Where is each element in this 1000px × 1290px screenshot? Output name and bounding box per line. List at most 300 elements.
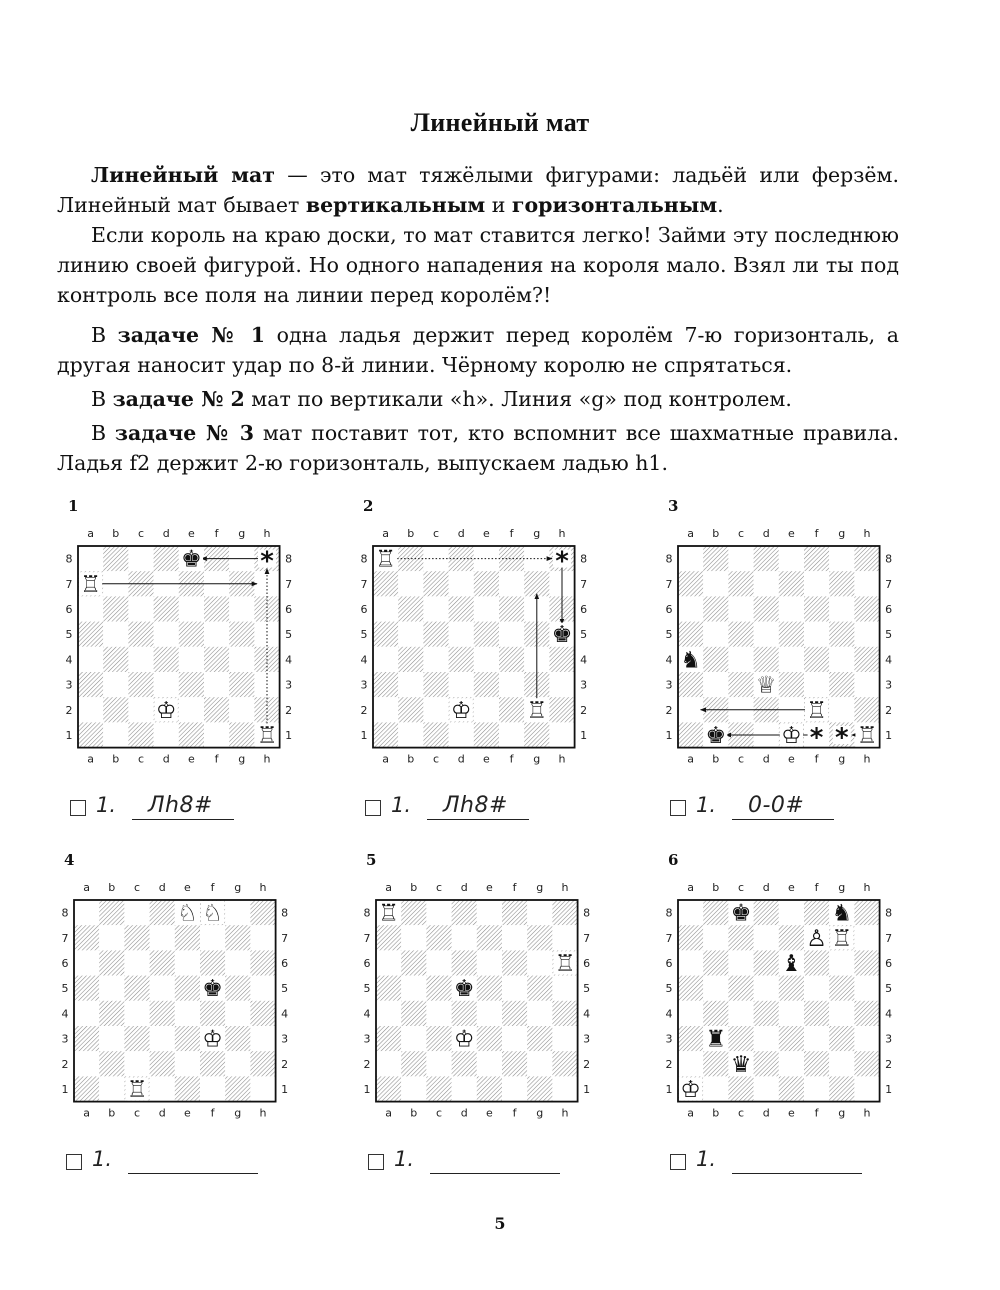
square-e7 (477, 925, 502, 950)
square-c5 (728, 622, 753, 647)
square-f2 (502, 1051, 527, 1076)
file-label: f (509, 527, 514, 540)
square-b5 (99, 976, 124, 1001)
square-d7 (452, 925, 477, 950)
rank-label: 2 (363, 1057, 371, 1071)
square-h8 (854, 546, 879, 571)
checkbox[interactable] (70, 800, 86, 816)
square-g2 (229, 697, 254, 722)
rank-label: 4 (61, 1007, 69, 1021)
rank-label: 3 (65, 678, 73, 692)
square-h1 (549, 722, 574, 747)
square-e5 (175, 976, 200, 1001)
rank-label: 3 (583, 1032, 591, 1046)
square-a4 (74, 1001, 99, 1026)
rank-label: 2 (281, 1057, 289, 1071)
square-b4 (401, 1001, 426, 1026)
answer-line[interactable] (732, 819, 834, 820)
rank-label: 7 (580, 577, 588, 591)
file-label: a (83, 881, 90, 894)
rank-label: 3 (580, 678, 588, 692)
square-h4 (549, 647, 574, 672)
black-bishop-icon: ♝ (781, 951, 802, 977)
square-f2 (204, 697, 229, 722)
answer-move: Лh8# (148, 793, 213, 818)
square-a6 (678, 596, 703, 621)
answer-line[interactable] (430, 1173, 560, 1174)
rank-label: 8 (285, 552, 293, 566)
file-label: c (737, 752, 745, 766)
square-d4 (449, 647, 474, 672)
square-b1 (401, 1076, 426, 1101)
rank-label: 4 (665, 1007, 673, 1021)
square-f6 (200, 950, 225, 975)
file-label: d (460, 1106, 468, 1120)
square-b3 (703, 672, 728, 697)
square-f1 (804, 1076, 829, 1101)
rank-label: 4 (580, 653, 588, 667)
rank-label: 1 (885, 729, 893, 742)
checkbox[interactable] (365, 800, 381, 816)
square-c1 (728, 1076, 753, 1101)
square-a7 (74, 925, 99, 950)
square-c4 (124, 1001, 149, 1026)
rank-label: 3 (885, 1032, 893, 1046)
rank-label: 1 (665, 1083, 673, 1096)
file-label: h (558, 527, 566, 540)
rank-label: 3 (885, 678, 893, 692)
square-b2 (401, 1051, 426, 1076)
paragraph-edge: Если король на краю доски, то мат ставится легко! Займи эту последнюю линию своей фигурой. Но одного нападения на короля мало. Взял ли ты под контроль все поля на линии перед королём?! (57, 223, 899, 307)
square-e2 (779, 1051, 804, 1076)
square-d6 (754, 596, 779, 621)
file-label: g (838, 1106, 846, 1120)
file-label: b (112, 527, 120, 540)
square-b8 (703, 546, 728, 571)
rank-label: 8 (580, 552, 588, 566)
file-label: c (133, 1106, 141, 1120)
answer-move: Лh8# (443, 793, 508, 818)
rank-label: 5 (665, 982, 673, 996)
file-label: b (712, 527, 720, 540)
rank-label: 7 (583, 931, 591, 945)
square-f6 (499, 596, 524, 621)
square-d8 (452, 900, 477, 925)
chess-diagram (662, 497, 902, 777)
square-g5 (527, 976, 552, 1001)
checkbox[interactable] (66, 1154, 82, 1170)
square-g3 (829, 1026, 854, 1051)
rank-label: 5 (61, 982, 69, 996)
paragraph-task3 (57, 418, 899, 478)
answer-row (670, 793, 920, 825)
square-d1 (449, 722, 474, 747)
square-d4 (154, 647, 179, 672)
square-a2 (373, 697, 398, 722)
paragraph-task2 (57, 384, 899, 414)
file-label: h (561, 1106, 569, 1120)
square-c3 (426, 1026, 451, 1051)
file-label: d (762, 1106, 770, 1120)
white-rook-icon: ♖ (856, 723, 878, 749)
rank-label: 1 (363, 1083, 371, 1096)
square-g6 (829, 950, 854, 975)
answer-line[interactable] (732, 1173, 862, 1174)
square-a8 (74, 900, 99, 925)
square-f4 (804, 647, 829, 672)
square-f3 (204, 672, 229, 697)
square-e2 (175, 1051, 200, 1076)
file-label: h (263, 527, 271, 540)
file-label: e (188, 752, 195, 766)
square-b6 (398, 596, 423, 621)
square-c6 (728, 596, 753, 621)
square-a5 (78, 622, 103, 647)
square-e8 (477, 900, 502, 925)
file-label: h (561, 881, 569, 894)
white-rook-icon: ♖ (526, 697, 548, 724)
rank-label: 7 (665, 577, 673, 591)
square-d3 (150, 1026, 175, 1051)
rank-label: 2 (885, 1057, 893, 1071)
file-label: d (460, 881, 468, 894)
file-label: a (87, 752, 94, 766)
square-b8 (103, 546, 128, 571)
rank-label: 1 (61, 1083, 69, 1096)
rank-label: 7 (65, 577, 73, 591)
file-label: d (162, 527, 170, 540)
square-d7 (150, 925, 175, 950)
square-a5 (678, 622, 703, 647)
file-label: f (210, 881, 215, 894)
file-label: h (259, 1106, 267, 1120)
square-a8 (678, 546, 703, 571)
chess-diagram (357, 497, 597, 777)
rank-label: 2 (360, 703, 368, 717)
black-rook-icon: ♜ (705, 1026, 727, 1053)
square-d4 (754, 647, 779, 672)
square-e1 (474, 722, 499, 747)
square-c3 (124, 1026, 149, 1051)
rank-label: 5 (65, 628, 73, 642)
rank-label: 7 (665, 931, 673, 945)
answer-line[interactable] (128, 1173, 258, 1174)
rank-label: 6 (580, 603, 588, 616)
square-e3 (779, 1026, 804, 1051)
square-b5 (703, 976, 728, 1001)
page-number: 5 (494, 1214, 506, 1233)
white-rook-icon: ♖ (375, 546, 396, 573)
rank-label: 1 (580, 729, 588, 742)
rank-label: 7 (885, 577, 893, 591)
square-a5 (74, 976, 99, 1001)
square-b5 (398, 622, 423, 647)
file-label: h (863, 527, 871, 540)
square-h3 (549, 672, 574, 697)
square-h6 (854, 950, 879, 975)
rank-label: 7 (285, 577, 293, 591)
checkbox[interactable] (670, 800, 686, 816)
rank-label: 8 (665, 906, 673, 920)
square-g2 (527, 1051, 552, 1076)
rank-label: 4 (281, 1007, 289, 1021)
square-g6 (527, 950, 552, 975)
white-king-icon: ♔ (453, 1026, 475, 1053)
rank-label: 2 (61, 1057, 69, 1071)
white-pawn-icon: ♙ (806, 925, 827, 952)
square-g4 (829, 647, 854, 672)
move-number: 1. (394, 1147, 415, 1171)
square-a5 (373, 622, 398, 647)
file-label: g (533, 527, 541, 540)
square-h3 (854, 1026, 879, 1051)
square-g2 (225, 1051, 250, 1076)
paragraph-task1 (57, 320, 899, 380)
square-d3 (449, 672, 474, 697)
file-label: b (108, 881, 116, 894)
square-f5 (804, 622, 829, 647)
file-label: f (814, 752, 819, 766)
file-label: a (385, 1106, 392, 1120)
file-label: f (512, 881, 517, 894)
file-label: c (737, 881, 745, 894)
rank-label: 5 (281, 982, 289, 996)
square-h5 (854, 976, 879, 1001)
square-g4 (527, 1001, 552, 1026)
white-rook-icon: ♖ (256, 723, 278, 749)
term-bold: Линейный мат (91, 163, 276, 187)
file-label: f (512, 1106, 517, 1120)
square-f2 (804, 1051, 829, 1076)
file-label: h (863, 752, 871, 766)
square-g5 (829, 976, 854, 1001)
white-rook-icon: ♖ (554, 951, 576, 977)
text-span: мат по вертикали «h». Линия «g» под контролем. (244, 387, 792, 411)
square-e7 (779, 571, 804, 596)
file-label: g (838, 527, 846, 540)
square-e6 (477, 950, 502, 975)
square-a3 (376, 1026, 401, 1051)
rank-label: 3 (61, 1032, 69, 1046)
file-label: c (737, 1106, 745, 1120)
square-c7 (728, 571, 753, 596)
rank-label: 3 (665, 1032, 673, 1046)
checkbox[interactable] (670, 1154, 686, 1170)
square-c2 (426, 1051, 451, 1076)
move-number: 1. (696, 1147, 717, 1171)
rank-label: 6 (885, 603, 893, 616)
file-label: g (838, 881, 846, 894)
square-d2 (754, 1051, 779, 1076)
rank-label: 4 (65, 653, 73, 667)
problem-5 (360, 851, 620, 1171)
file-label: g (238, 527, 246, 540)
square-g7 (524, 571, 549, 596)
black-king-icon: ♚ (202, 976, 223, 1003)
file-label: b (410, 881, 418, 894)
square-f5 (804, 976, 829, 1001)
rank-label: 3 (363, 1032, 371, 1046)
file-label: f (214, 527, 219, 540)
square-c5 (426, 976, 451, 1001)
square-g1 (524, 722, 549, 747)
square-h7 (552, 925, 577, 950)
square-c3 (728, 1026, 753, 1051)
square-a7 (373, 571, 398, 596)
square-g3 (225, 1026, 250, 1051)
square-b4 (99, 1001, 124, 1026)
square-d5 (754, 622, 779, 647)
answer-row (70, 793, 320, 825)
rank-label: 1 (285, 729, 293, 742)
square-a4 (678, 1001, 703, 1026)
square-f1 (502, 1076, 527, 1101)
square-b5 (401, 976, 426, 1001)
text-span: одна ладья держит перед королём 7-ю горизонталь, а другая наносит удар по 8-й линии. Чёрному королю не спрятаться. (57, 323, 899, 377)
answer-line[interactable] (427, 819, 529, 820)
square-e6 (179, 596, 204, 621)
target-star-icon: * (834, 723, 849, 753)
square-d7 (754, 925, 779, 950)
task-ref: задаче № 1 (117, 323, 266, 347)
paragraph-definition (57, 160, 899, 220)
square-c8 (124, 900, 149, 925)
square-a5 (376, 976, 401, 1001)
rank-label: 6 (360, 603, 368, 616)
move-number: 1. (696, 793, 717, 817)
square-b5 (103, 622, 128, 647)
square-a4 (373, 647, 398, 672)
answer-line[interactable] (132, 819, 234, 820)
square-g8 (527, 900, 552, 925)
move-number: 1. (391, 793, 412, 817)
rank-label: 8 (281, 906, 289, 920)
square-f5 (204, 622, 229, 647)
square-e4 (779, 1001, 804, 1026)
file-label: b (112, 752, 120, 766)
answer-row (365, 793, 615, 825)
white-king-icon: ♔ (680, 1077, 701, 1103)
square-f3 (502, 1026, 527, 1051)
square-g8 (225, 900, 250, 925)
square-e4 (779, 647, 804, 672)
white-knight-icon: ♘ (202, 900, 223, 927)
file-label: f (814, 1106, 819, 1120)
square-c4 (426, 1001, 451, 1026)
file-label: d (762, 752, 770, 766)
file-label: e (184, 1106, 191, 1120)
file-label: a (687, 527, 694, 540)
square-a8 (678, 900, 703, 925)
black-king-icon: ♚ (730, 900, 752, 927)
square-a2 (678, 1051, 703, 1076)
square-c2 (124, 1051, 149, 1076)
square-f6 (804, 596, 829, 621)
square-b1 (398, 722, 423, 747)
file-label: a (687, 752, 694, 766)
rank-label: 2 (65, 703, 73, 717)
file-label: e (184, 881, 191, 894)
rank-label: 8 (65, 552, 73, 566)
square-e1 (175, 1076, 200, 1101)
square-a4 (78, 647, 103, 672)
square-g6 (229, 596, 254, 621)
square-b3 (401, 1026, 426, 1051)
square-c5 (128, 622, 153, 647)
square-d4 (754, 1001, 779, 1026)
rank-label: 6 (61, 957, 69, 970)
rank-label: 1 (665, 729, 673, 742)
rank-label: 2 (285, 703, 293, 717)
square-b4 (703, 1001, 728, 1026)
rank-label: 3 (360, 678, 368, 692)
square-e1 (779, 1076, 804, 1101)
square-f1 (200, 1076, 225, 1101)
square-h1 (552, 1076, 577, 1101)
rank-label: 7 (61, 931, 69, 945)
square-f4 (502, 1001, 527, 1026)
square-c1 (426, 1076, 451, 1101)
file-label: e (483, 752, 490, 766)
file-label: f (509, 752, 514, 766)
checkbox[interactable] (368, 1154, 384, 1170)
file-label: c (737, 527, 745, 540)
file-label: b (410, 1106, 418, 1120)
square-c2 (423, 697, 448, 722)
square-b3 (103, 672, 128, 697)
black-knight-icon: ♞ (680, 647, 701, 674)
square-c7 (728, 925, 753, 950)
square-h5 (854, 622, 879, 647)
answer-move: 0-0# (748, 793, 805, 818)
chess-diagram (662, 851, 902, 1131)
square-h3 (250, 1026, 275, 1051)
rank-label: 5 (363, 982, 371, 996)
task-ref: задаче № 3 (114, 421, 254, 445)
square-e5 (779, 622, 804, 647)
file-label: d (158, 881, 166, 894)
white-queen-icon: ♕ (755, 672, 777, 699)
rank-label: 1 (885, 1083, 893, 1096)
square-b2 (398, 697, 423, 722)
rank-label: 4 (885, 653, 893, 667)
rank-label: 5 (583, 982, 591, 996)
target-star-icon: * (555, 546, 569, 577)
target-star-icon: * (809, 723, 824, 753)
square-g4 (229, 647, 254, 672)
square-b2 (703, 1051, 728, 1076)
square-e2 (477, 1051, 502, 1076)
square-c3 (728, 672, 753, 697)
square-d2 (150, 1051, 175, 1076)
square-e4 (175, 1001, 200, 1026)
square-a1 (74, 1076, 99, 1101)
square-e3 (474, 672, 499, 697)
square-f3 (499, 672, 524, 697)
square-g3 (829, 672, 854, 697)
square-f7 (499, 571, 524, 596)
rank-label: 4 (285, 653, 293, 667)
square-b7 (703, 925, 728, 950)
square-e2 (474, 697, 499, 722)
square-d3 (154, 672, 179, 697)
rank-label: 2 (885, 703, 893, 717)
white-king-icon: ♔ (450, 697, 472, 724)
square-a2 (78, 697, 103, 722)
square-b7 (99, 925, 124, 950)
square-h3 (854, 672, 879, 697)
square-b2 (103, 697, 128, 722)
